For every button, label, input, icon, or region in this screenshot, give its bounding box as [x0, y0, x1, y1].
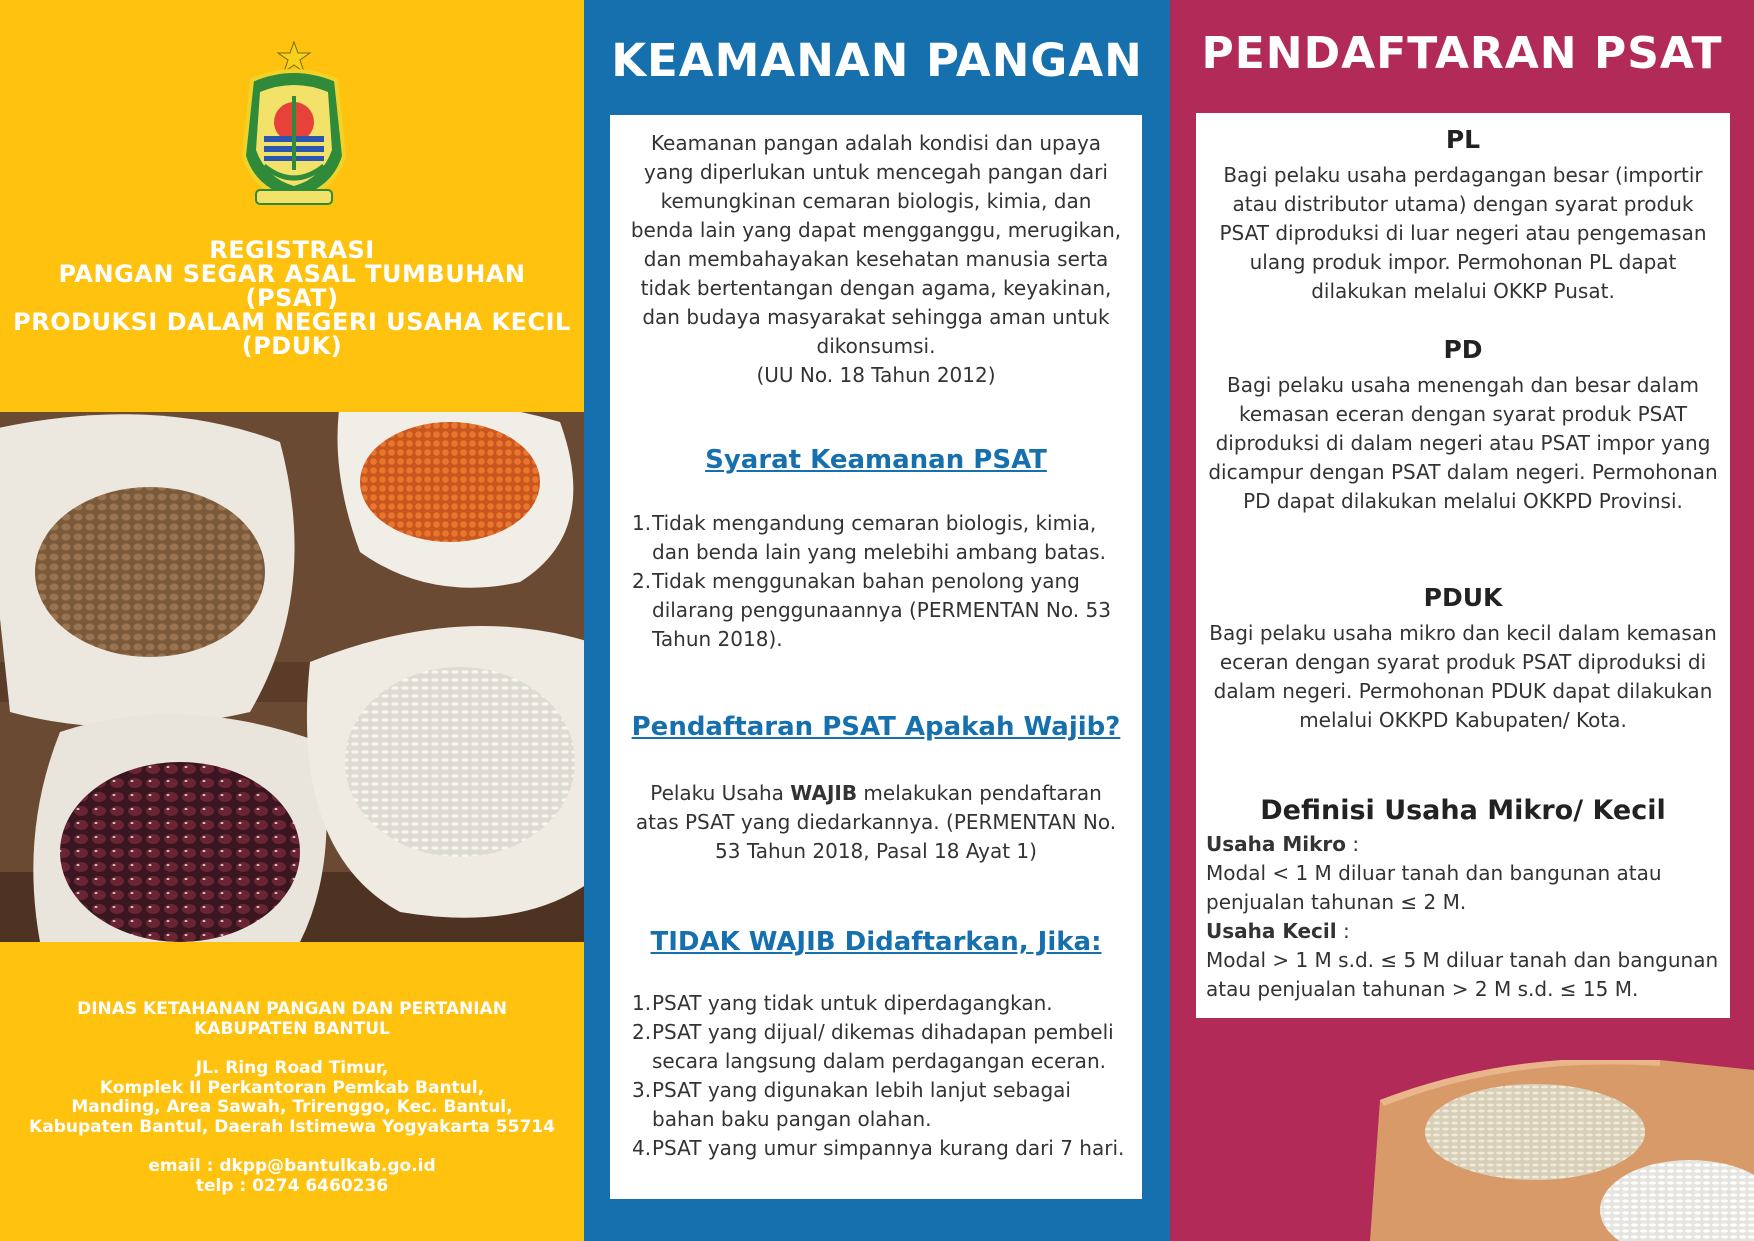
pduk-title: PDUK: [1423, 583, 1503, 612]
item-text: PSAT yang tidak untuk diperdagangkan.: [652, 991, 1053, 1015]
middle-panel: [584, 0, 1170, 1241]
wajib-emphasis: WAJIB: [790, 781, 858, 805]
intro-paragraph: [630, 129, 1122, 390]
kecil-label: Usaha Kecil: [1206, 919, 1337, 943]
item-text: PSAT yang dijual/ dikemas dihadapan pembeli secara langsung dalam perdagangan eceran.: [652, 1020, 1114, 1073]
list-item: [632, 1018, 1132, 1076]
intro-reference: (UU No. 18 Tahun 2012): [756, 363, 996, 387]
pl-text: Bagi pelaku usaha perdagangan besar (importir atau distributor utama) dengan syarat produk PSAT diproduksi di luar negeri atau pengemasan ulang produk impor. Permohonan PL dapat dilakukan melalui OKKP Pusat.: [1219, 163, 1707, 303]
keamanan-card: [610, 115, 1142, 1199]
address-line: JL. Ring Road Timur,: [195, 1058, 389, 1078]
item-text: PSAT yang digunakan lebih lanjut sebagai bahan baku pangan olahan.: [652, 1078, 1071, 1131]
syarat-heading: Syarat Keamanan PSAT: [705, 445, 1047, 475]
wajib-text-pre: Pelaku Usaha: [650, 781, 791, 805]
list-item: [632, 1076, 1132, 1134]
tidak-wajib-list: [632, 989, 1132, 1163]
wajib-paragraph: [628, 779, 1124, 866]
bantul-emblem-icon: [234, 40, 354, 208]
address-line: Manding, Area Sawah, Trirenggo, Kec. Bantul,: [71, 1097, 513, 1117]
mikro-label: Usaha Mikro: [1206, 832, 1346, 856]
title-line: (PDUK): [241, 332, 343, 360]
left-panel: [0, 0, 584, 1241]
kecil-text: Modal > 1 M s.d. ≤ 5 M diluar tanah dan bangunan atau penjualan tahunan > 2 M s.d. ≤ 15 M.: [1206, 948, 1719, 1001]
phone-text: telp : 0274 6460236: [195, 1175, 389, 1196]
definisi-title: Definisi Usaha Mikro/ Kecil: [1260, 795, 1666, 826]
item-number: 3.: [632, 1078, 652, 1102]
wajib-text-post: melakukan pendaftaran atas PSAT yang diedarkannya. (PERMENTAN No. 53 Tahun 2018, Pasal 18 Ayat 1): [635, 781, 1117, 863]
list-item: [632, 989, 1132, 1018]
org-name-line: KABUPATEN BANTUL: [194, 1018, 390, 1039]
kecil-label-line: Usaha Kecil :: [1206, 919, 1350, 943]
list-item: [632, 509, 1132, 567]
email-link[interactable]: email : dkpp@bantulkab.go.id: [148, 1156, 436, 1176]
item-text: Tidak menggunakan bahan penolong yang dilarang penggunaannya (PERMENTAN No. 53 Tahun 2018).: [652, 569, 1111, 651]
mikro-label-line: Usaha Mikro :: [1206, 832, 1360, 856]
syarat-list: [632, 509, 1132, 654]
pl-title: PL: [1445, 125, 1481, 154]
registration-title: [0, 238, 584, 358]
organization-info: [0, 1000, 584, 1196]
item-text: PSAT yang umur simpannya kurang dari 7 hari.: [652, 1136, 1125, 1160]
pendaftaran-psat-heading: PENDAFTARAN PSAT: [1201, 28, 1723, 79]
title-line: (PSAT): [245, 284, 339, 312]
item-number: 2.: [632, 1020, 652, 1044]
address-line: Komplek II Perkantoran Pemkab Bantul,: [99, 1077, 485, 1098]
right-panel: [1170, 0, 1754, 1241]
title-line: PRODUKSI DALAM NEGERI USAHA KECIL: [13, 308, 571, 336]
list-item: [632, 1134, 1132, 1163]
item-text: Tidak mengandung cemaran biologis, kimia, dan benda lain yang melebihi ambang batas.: [652, 511, 1106, 564]
pd-title: PD: [1443, 335, 1483, 364]
pd-text: Bagi pelaku usaha menengah dan besar dalam kemasan eceran dengan syarat produk PSAT diproduksi di dalam negeri atau PSAT impor yang dicampur dengan PSAT dalam negeri. Permohonan PD dapat dilakukan melalui OKKPD Provinsi.: [1208, 373, 1718, 513]
list-item: [632, 567, 1132, 654]
definisi-body: [1206, 830, 1720, 1004]
item-number: 2.: [632, 569, 652, 593]
title-line: PANGAN SEGAR ASAL TUMBUHAN: [58, 260, 526, 288]
tidak-wajib-heading: TIDAK WAJIB Didaftarkan, Jika:: [650, 927, 1102, 957]
item-number: 1.: [632, 991, 652, 1015]
wajib-heading: Pendaftaran PSAT Apakah Wajib?: [631, 712, 1121, 742]
mikro-text: Modal < 1 M diluar tanah dan bangunan atau penjualan tahunan ≤ 2 M.: [1206, 861, 1662, 914]
item-number: 4.: [632, 1136, 652, 1160]
rice-board-photo: [1360, 1060, 1754, 1241]
item-number: 1.: [632, 511, 652, 535]
grain-sacks-photo: [0, 412, 584, 942]
org-name-line: DINAS KETAHANAN PANGAN DAN PERTANIAN: [77, 999, 507, 1019]
pendaftaran-card: [1196, 113, 1730, 1018]
address-line: Kabupaten Bantul, Daerah Istimewa Yogyakarta 55714: [29, 1116, 555, 1137]
keamanan-pangan-heading: KEAMANAN PANGAN: [611, 34, 1143, 87]
title-line: REGISTRASI: [209, 236, 375, 264]
pduk-text: Bagi pelaku usaha mikro dan kecil dalam kemasan eceran dengan syarat produk PSAT diproduksi di dalam negeri. Permohonan PDUK dapat dilakukan melalui OKKPD Kabupaten/ Kota.: [1209, 621, 1717, 732]
intro-text: Keamanan pangan adalah kondisi dan upaya yang diperlukan untuk mencegah pangan dari kemungkinan cemaran biologis, kimia, dan benda lain yang dapat mengganggu, merugikan, dan membahayakan kesehatan manusia serta tidak bertentangan dengan agama, keyakinan, dan budaya masyarakat sehingga aman untuk dikonsumsi.: [630, 131, 1122, 358]
